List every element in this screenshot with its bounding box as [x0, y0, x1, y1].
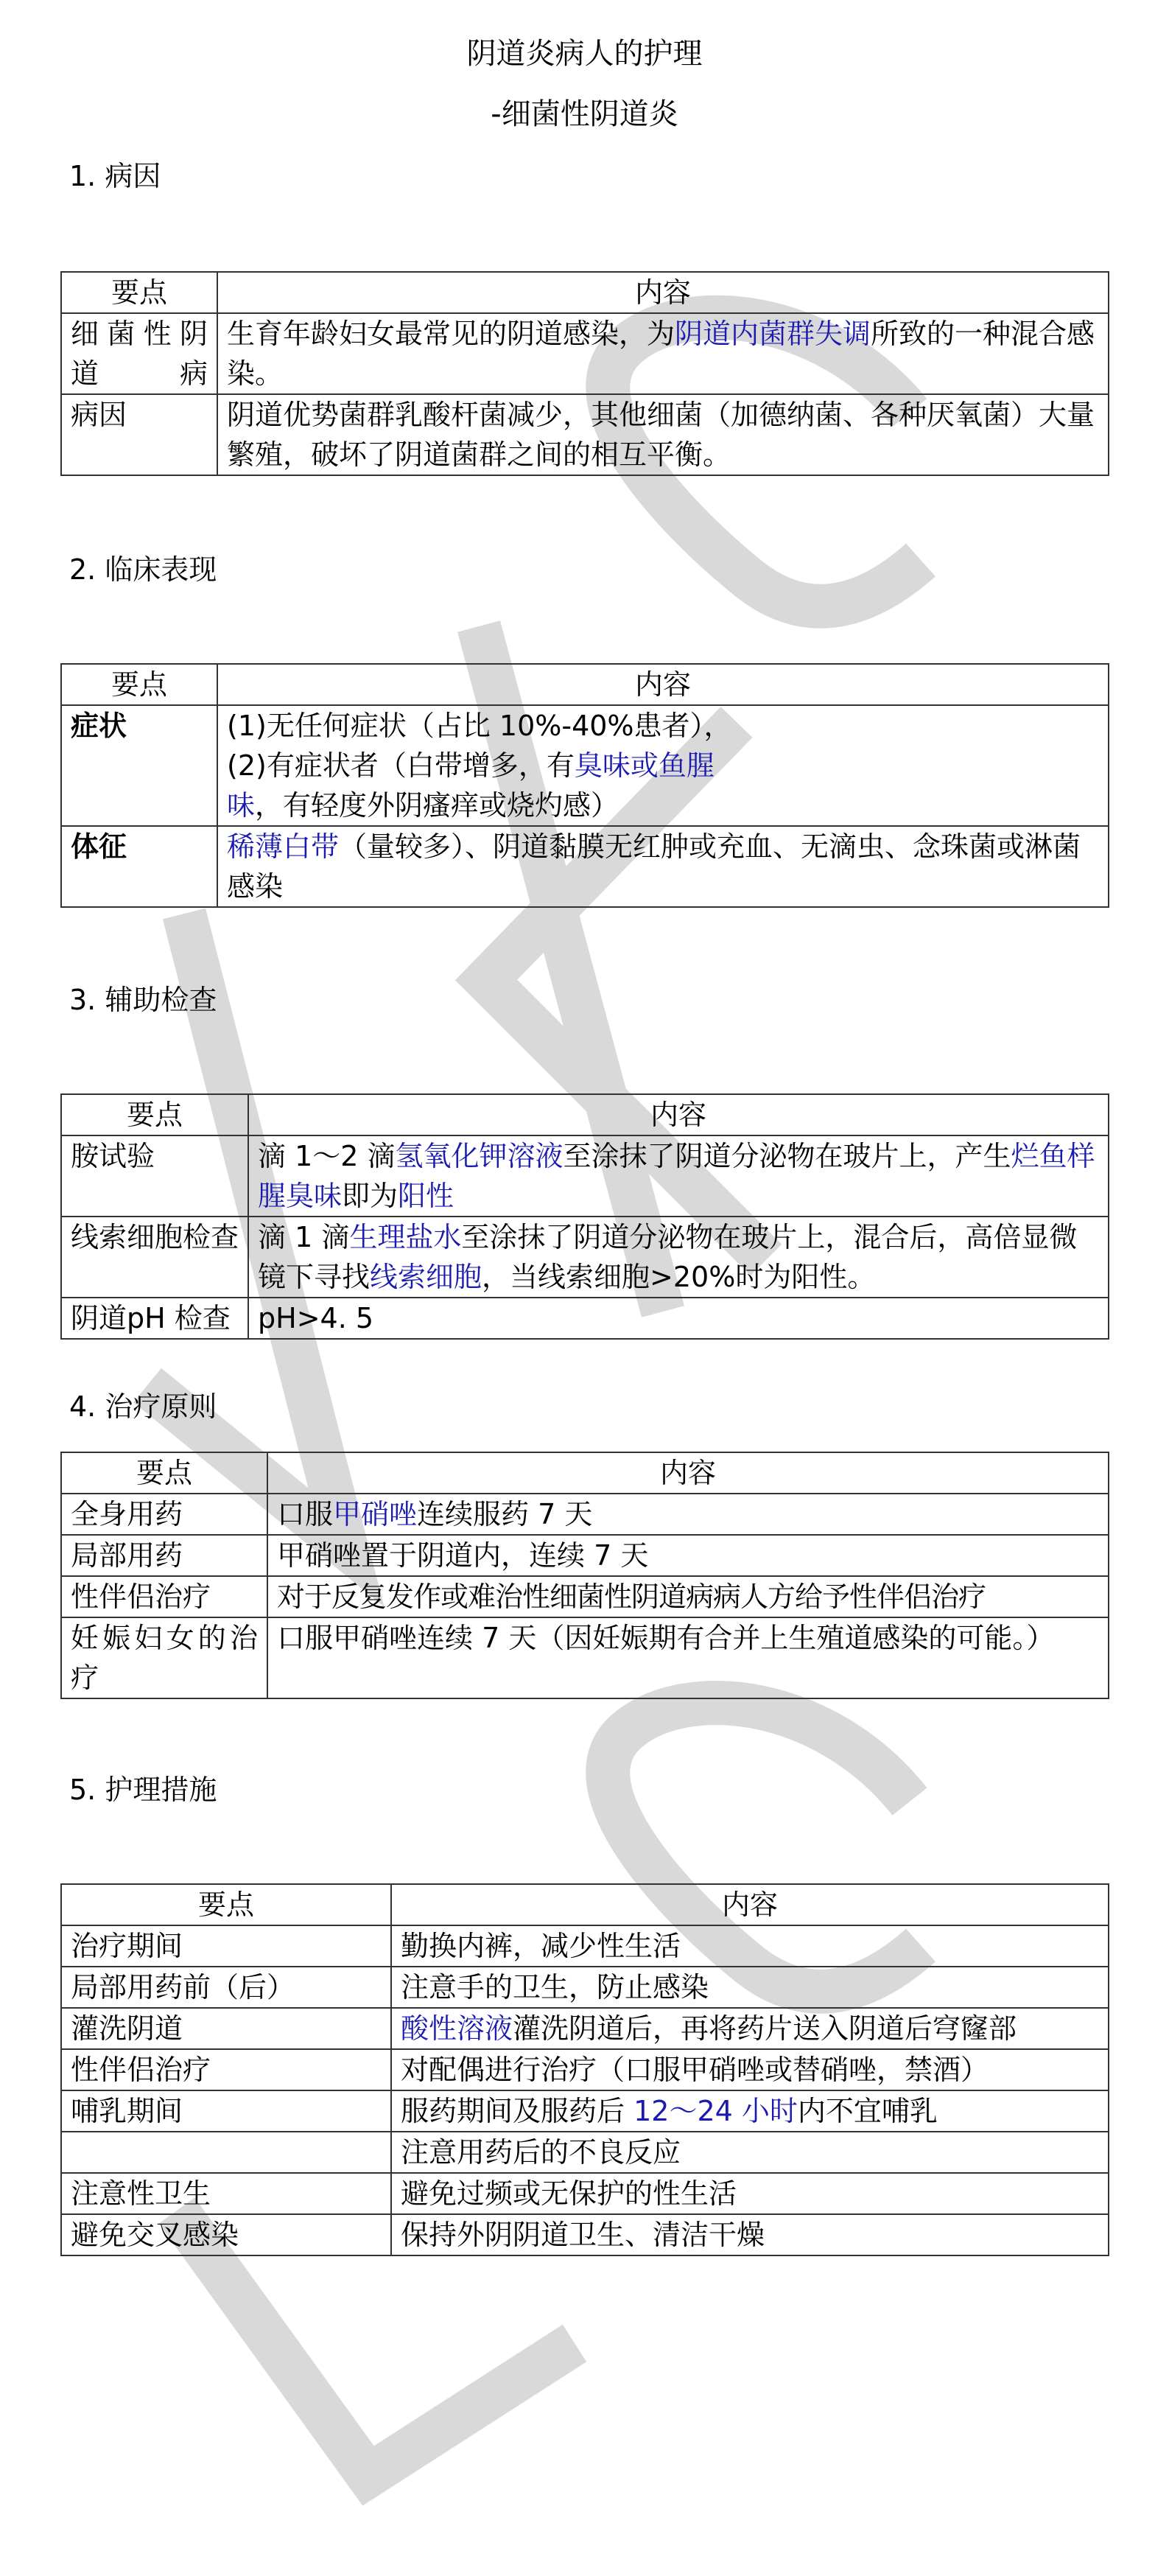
row-value: 对于反复发作或难治性细菌性阴道病病人方给予性伴侣治疗 [267, 1576, 1109, 1617]
table-row [61, 2008, 1109, 2049]
row-key: 局部用药 [61, 1535, 267, 1576]
column-header: 内容 [267, 1452, 1109, 1494]
row-value: 酸性溶液灌洗阴道后，再将药片送入阴道后穹窿部 [391, 2008, 1109, 2049]
table-row [61, 394, 1109, 475]
row-key: 症状 [61, 705, 217, 826]
table-row [61, 313, 1109, 394]
treatment-table [60, 1452, 1109, 1699]
table-row [61, 2173, 1109, 2214]
table-row [61, 2132, 1109, 2173]
row-value: 勤换内裤，减少性生活 [391, 1925, 1109, 1967]
clinical-table [60, 663, 1109, 908]
row-key: 线索细胞检查 [61, 1217, 248, 1298]
cause-table [60, 271, 1109, 476]
column-header: 内容 [391, 1884, 1109, 1925]
column-header: 要点 [61, 1094, 248, 1135]
table-header-row [61, 1452, 1109, 1494]
row-key: 细菌性阴道病 [61, 313, 217, 394]
table-row [61, 1135, 1109, 1217]
section-heading-exam: 3. 辅助检查 [69, 984, 217, 1016]
table-row [61, 1925, 1109, 1967]
row-value: 甲硝唑置于阴道内，连续 7 天 [267, 1535, 1109, 1576]
section-heading-cause: 1. 病因 [69, 160, 161, 192]
table-row [61, 1217, 1109, 1298]
nursing-table [60, 1883, 1109, 2256]
row-key: 阴道pH 检查 [61, 1298, 248, 1339]
row-key: 灌洗阴道 [61, 2008, 391, 2049]
table-row [61, 826, 1109, 907]
row-value: 口服甲硝唑连续服药 7 天 [267, 1494, 1109, 1535]
column-header: 要点 [61, 1452, 267, 1494]
row-value: 保持外阴阴道卫生、清洁干燥 [391, 2214, 1109, 2255]
row-value: 稀薄白带（量较多）、阴道黏膜无红肿或充血、无滴虫、念珠菌或淋菌感染 [217, 826, 1109, 907]
row-value: 滴 1～2 滴氢氧化钾溶液至涂抹了阴道分泌物在玻片上，产生烂鱼样腥臭味即为阳性 [248, 1135, 1109, 1217]
table-row [61, 1576, 1109, 1617]
exam-table [60, 1093, 1109, 1340]
table-row [61, 2049, 1109, 2090]
table-row [61, 1298, 1109, 1339]
row-value: 生育年龄妇女最常见的阴道感染，为阴道内菌群失调所致的一种混合感染。 [217, 313, 1109, 394]
column-header: 要点 [61, 1884, 391, 1925]
row-value: 服药期间及服药后 12～24 小时内不宜哺乳 [391, 2090, 1109, 2132]
column-header: 内容 [217, 272, 1109, 313]
row-value: 口服甲硝唑连续 7 天（因妊娠期有合并上生殖道感染的可能。） [267, 1617, 1109, 1698]
table-row [61, 2090, 1109, 2132]
row-key: 性伴侣治疗 [61, 1576, 267, 1617]
column-header: 内容 [217, 664, 1109, 705]
column-header: 要点 [61, 272, 217, 313]
row-key: 妊娠妇女的治疗 [61, 1617, 267, 1698]
row-value: pH>4. 5 [248, 1298, 1109, 1339]
row-value: (1)无任何症状（占比 10%-40%患者）， (2)有症状者（白带增多，有臭味或鱼腥味，有轻度外阴瘙痒或烧灼感） [217, 705, 1109, 826]
row-value: 滴 1 滴生理盐水至涂抹了阴道分泌物在玻片上，混合后，高倍显微镜下寻找线索细胞，当线索细胞>20%时为阳性。 [248, 1217, 1109, 1298]
column-header: 内容 [248, 1094, 1109, 1135]
table-row [61, 1494, 1109, 1535]
table-header-row [61, 1094, 1109, 1135]
section-heading-nursing: 5. 护理措施 [69, 1774, 217, 1806]
row-key: 哺乳期间 [61, 2090, 391, 2132]
table-row [61, 1535, 1109, 1576]
table-row [61, 1967, 1109, 2008]
row-key: 局部用药前（后） [61, 1967, 391, 2008]
row-key: 性伴侣治疗 [61, 2049, 391, 2090]
table-header-row [61, 1884, 1109, 1925]
row-key [61, 2132, 391, 2173]
table-header-row [61, 664, 1109, 705]
row-value: 注意用药后的不良反应 [391, 2132, 1109, 2173]
row-key: 治疗期间 [61, 1925, 391, 1967]
row-value: 注意手的卫生，防止感染 [391, 1967, 1109, 2008]
row-value: 避免过频或无保护的性生活 [391, 2173, 1109, 2214]
row-key: 胺试验 [61, 1135, 248, 1217]
table-row [61, 2214, 1109, 2255]
row-key: 避免交叉感染 [61, 2214, 391, 2255]
row-key: 注意性卫生 [61, 2173, 391, 2214]
row-value: 阴道优势菌群乳酸杆菌减少，其他细菌（加德纳菌、各种厌氧菌）大量繁殖，破坏了阴道菌群之间的相互平衡。 [217, 394, 1109, 475]
page-title: 阴道炎病人的护理 [466, 37, 703, 71]
table-header-row [61, 272, 1109, 313]
column-header: 要点 [61, 664, 217, 705]
row-value: 对配偶进行治疗（口服甲硝唑或替硝唑，禁酒） [391, 2049, 1109, 2090]
page-subtitle: -细菌性阴道炎 [491, 97, 678, 131]
table-row [61, 705, 1109, 826]
row-key: 病因 [61, 394, 217, 475]
section-heading-clinical: 2. 临床表现 [69, 553, 217, 586]
row-key: 全身用药 [61, 1494, 267, 1535]
section-heading-treatment: 4. 治疗原则 [69, 1390, 217, 1423]
table-row [61, 1617, 1109, 1698]
row-key: 体征 [61, 826, 217, 907]
